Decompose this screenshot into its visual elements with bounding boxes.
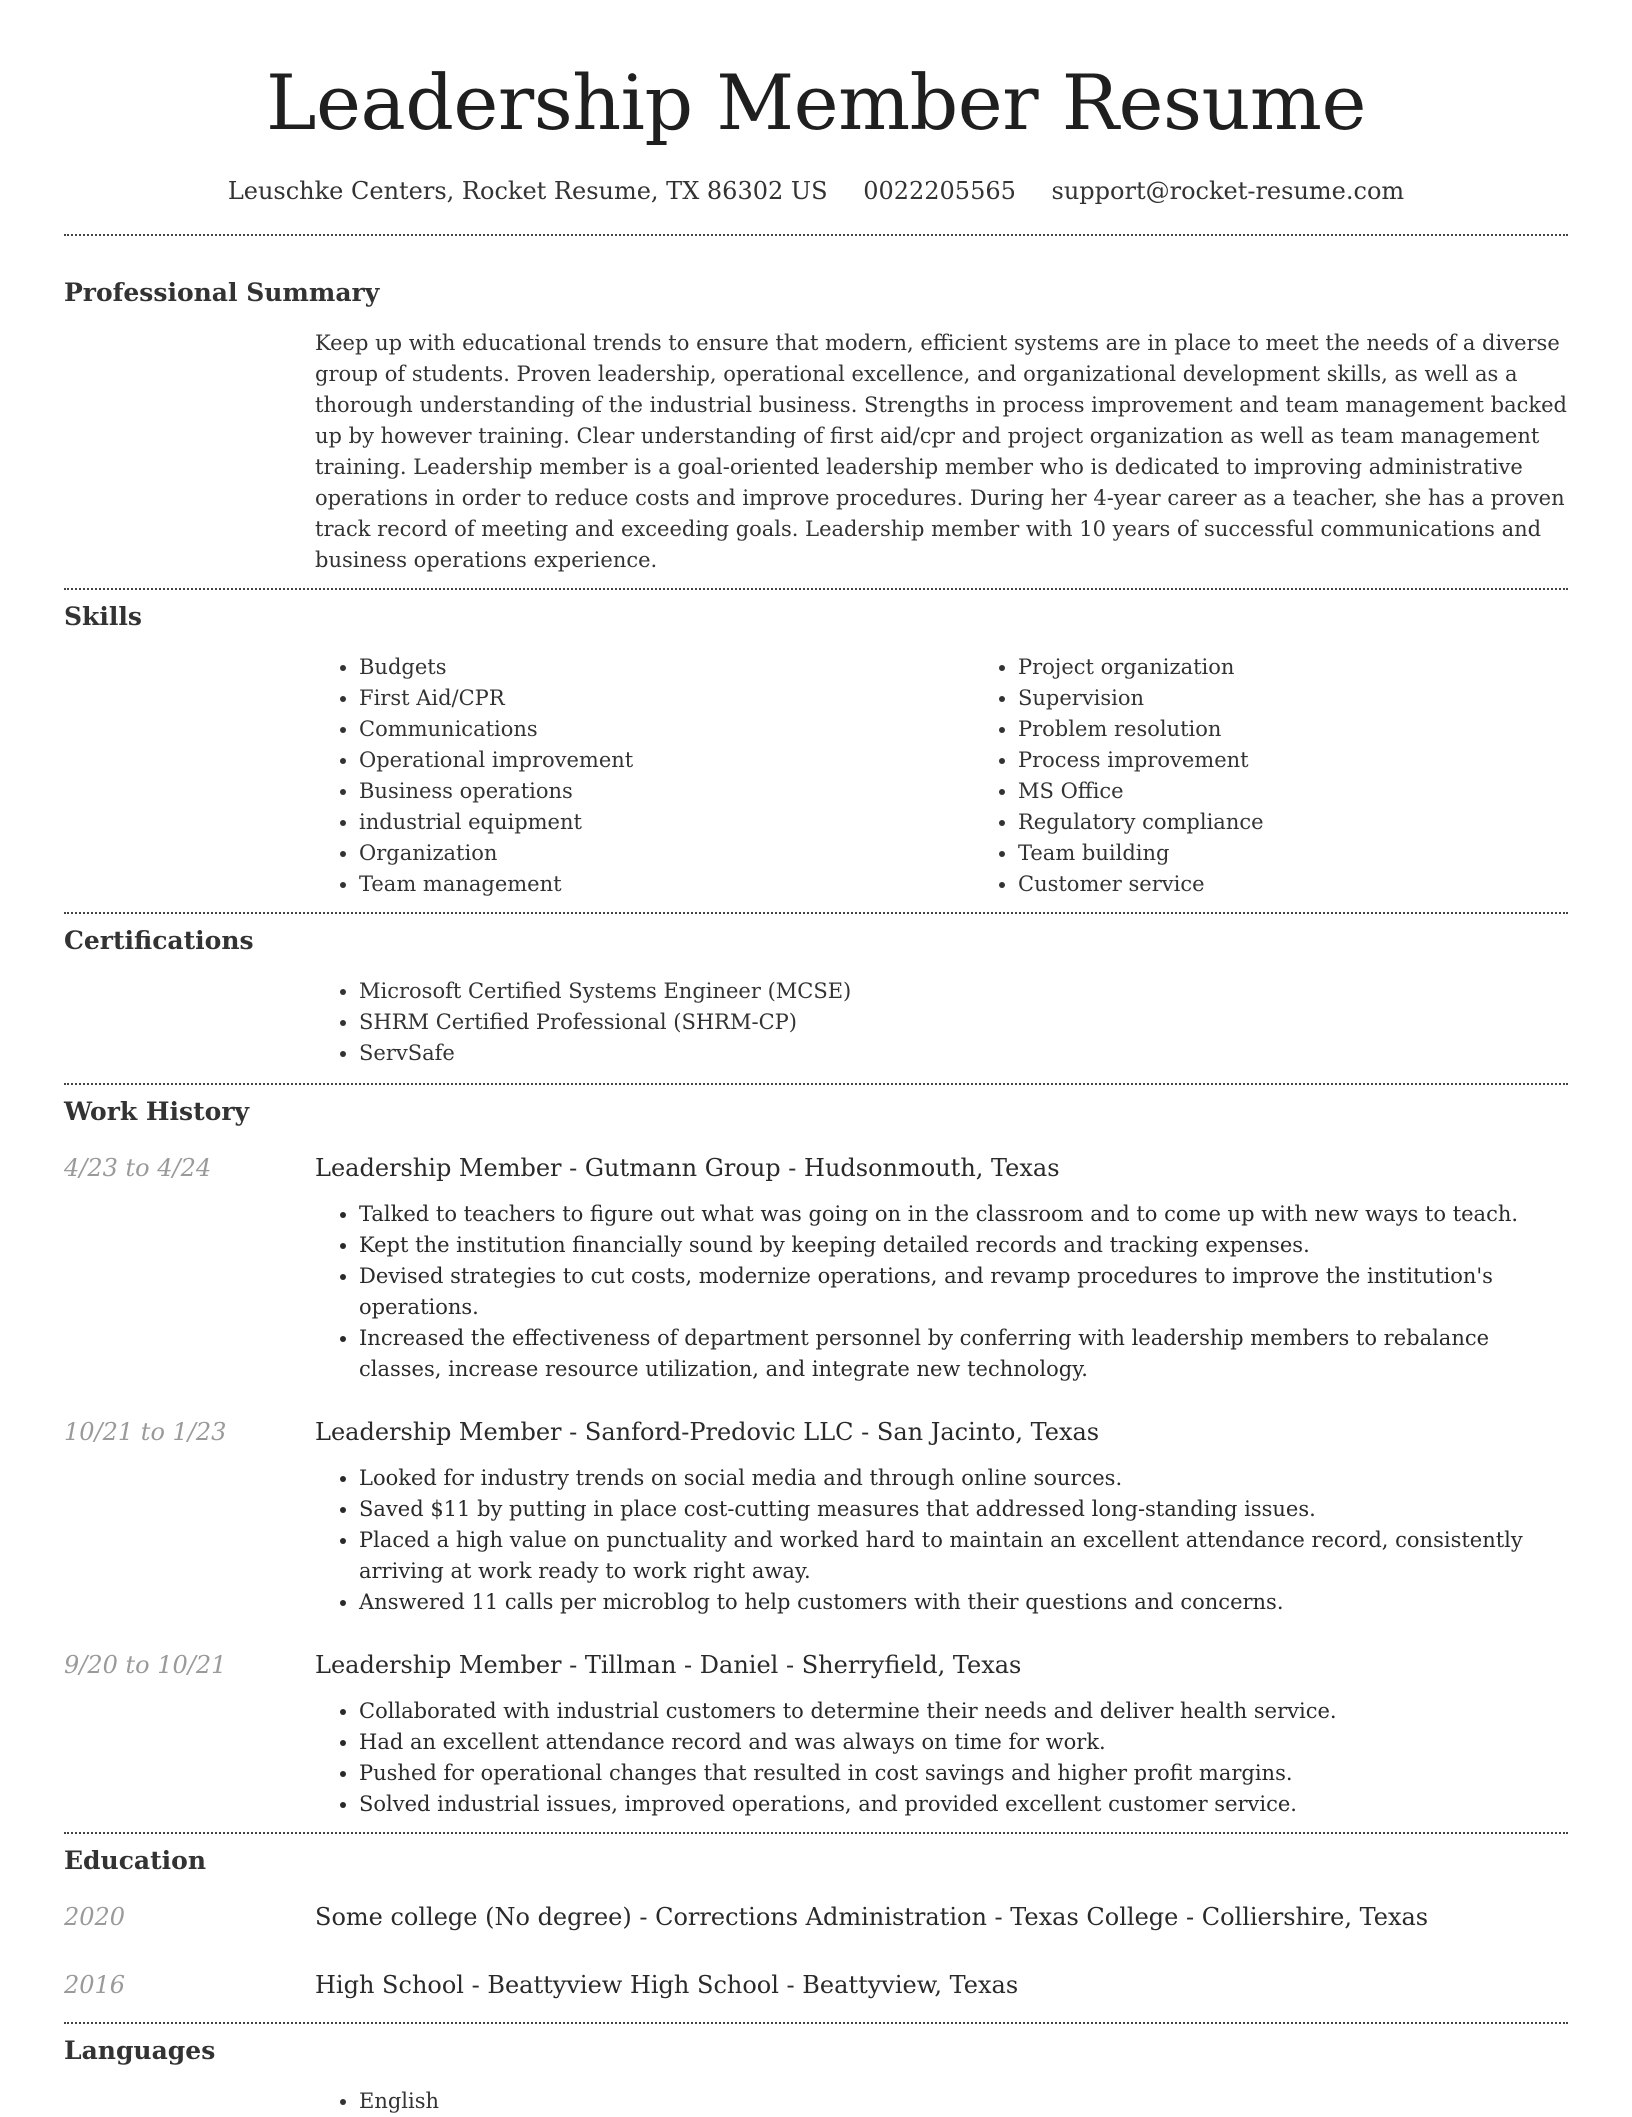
- job-date: 9/20 to 10/21: [64, 1651, 227, 1679]
- job-heading: Leadership Member - Gutmann Group - Hudsonmouth, Texas: [315, 1154, 1060, 1182]
- contact-phone: 0022205565: [863, 177, 1016, 205]
- skill-item: • MS Office: [1018, 776, 1632, 807]
- job-bullets: [315, 1463, 1568, 1618]
- section-title-skills: Skills: [64, 602, 142, 631]
- resume-title: Leadership Member Resume: [266, 58, 1366, 147]
- skill-item: • Organization: [359, 838, 974, 869]
- job-bullet: • Saved $11 by putting in place cost-cutting measures that addressed long-standing issues.: [359, 1494, 1568, 1525]
- section-title-education: Education: [64, 1846, 207, 1875]
- work-history-section: [64, 1085, 1568, 1820]
- job-bullet: • Kept the institution financially sound by keeping detailed records and tracking expenses.: [359, 1230, 1568, 1261]
- skill-item: • Team building: [1018, 838, 1632, 869]
- skill-item: • Team management: [359, 869, 974, 900]
- skill-item: • Budgets: [359, 652, 974, 683]
- certifications-list: [315, 976, 1568, 1069]
- skills-list-left: [315, 652, 974, 900]
- job-bullet: • Solved industrial issues, improved operations, and provided excellent customer service.: [359, 1789, 1568, 1820]
- summary-text: Keep up with educational trends to ensure that modern, efficient systems are in place to meet the needs of a diverse group of students. Proven leadership, operational excellence, and organizational development skills, as well as a thorough understanding of the industrial business. Strengths in process improvement and team management backed up by however training. Clear understanding of first aid/cpr and project organization as well as team management training. Leadership member is a goal-oriented leadership member who is dedicated to improving administrative operations in order to reduce costs and improve procedures. During her 4-year career as a teacher, she has a proven track record of meeting and exceeding goals. Leadership member with 10 years of successful communications and business operations experience.: [315, 331, 1567, 572]
- job-bullet: • Pushed for operational changes that resulted in cost savings and higher profit margins.: [359, 1758, 1568, 1789]
- skill-item: • Communications: [359, 714, 974, 745]
- job-heading: Leadership Member - Sanford-Predovic LLC - San Jacinto, Texas: [315, 1418, 1100, 1446]
- section-title-certifications: Certifications: [64, 926, 254, 955]
- job-bullet: • Looked for industry trends on social media and through online sources.: [359, 1463, 1568, 1494]
- education-year: 2016: [64, 1971, 126, 1999]
- education-text: High School - Beattyview High School - Beattyview, Texas: [315, 1971, 1019, 1999]
- section-title-work-history: Work History: [64, 1097, 250, 1126]
- languages-section: [64, 2024, 1568, 2117]
- language-item: • English: [359, 2086, 1568, 2117]
- languages-list: [315, 2086, 1568, 2117]
- certification-item: • ServSafe: [359, 1038, 1568, 1069]
- skill-item: • Problem resolution: [1018, 714, 1632, 745]
- certification-item: • Microsoft Certified Systems Engineer (MCSE): [359, 976, 1568, 1007]
- job-heading: Leadership Member - Tillman - Daniel - Sherryfield, Texas: [315, 1651, 1022, 1679]
- job-date: 10/21 to 1/23: [64, 1418, 227, 1446]
- job-bullets: [315, 1199, 1568, 1385]
- skills-section: [64, 590, 1568, 900]
- summary-section: [64, 236, 1568, 576]
- job-entry: [64, 1648, 1568, 1820]
- section-title-summary: Professional Summary: [64, 278, 380, 307]
- job-bullet: • Talked to teachers to figure out what was going on in the classroom and to come up with new ways to teach.: [359, 1199, 1568, 1230]
- education-entry: [64, 1968, 1568, 2002]
- job-bullet: • Placed a high value on punctuality and worked hard to maintain an excellent attendance record, consistently arriving at work ready to work right away.: [359, 1525, 1568, 1587]
- job-bullets: [315, 1696, 1568, 1820]
- job-bullet: • Devised strategies to cut costs, modernize operations, and revamp procedures to improve the institution's operations.: [359, 1261, 1568, 1323]
- contact-line: [64, 174, 1568, 208]
- skill-item: • Regulatory compliance: [1018, 807, 1632, 838]
- certifications-section: [64, 914, 1568, 1069]
- education-text: Some college (No degree) - Corrections Administration - Texas College - Colliershire, Texas: [315, 1903, 1429, 1931]
- skill-item: • Supervision: [1018, 683, 1632, 714]
- job-bullet: • Had an excellent attendance record and was always on time for work.: [359, 1727, 1568, 1758]
- section-title-languages: Languages: [64, 2036, 216, 2065]
- skill-item: • industrial equipment: [359, 807, 974, 838]
- skill-item: • Business operations: [359, 776, 974, 807]
- job-bullet: • Answered 11 calls per microblog to help customers with their questions and concerns.: [359, 1587, 1568, 1618]
- job-bullet: • Collaborated with industrial customers to determine their needs and deliver health service.: [359, 1696, 1568, 1727]
- skill-item: • Process improvement: [1018, 745, 1632, 776]
- skill-item: • Customer service: [1018, 869, 1632, 900]
- contact-address: Leuschke Centers, Rocket Resume, TX 86302 US: [227, 177, 828, 205]
- skills-list-right: [974, 652, 1632, 900]
- education-section: [64, 1834, 1568, 2002]
- job-date: 4/23 to 4/24: [64, 1154, 212, 1182]
- skill-item: • First Aid/CPR: [359, 683, 974, 714]
- job-bullet: • Increased the effectiveness of department personnel by conferring with leadership members to rebalance classes, increase resource utilization, and integrate new technology.: [359, 1323, 1568, 1385]
- job-entry: [64, 1415, 1568, 1618]
- job-entry: [64, 1151, 1568, 1385]
- skill-item: • Operational improvement: [359, 745, 974, 776]
- skill-item: • Project organization: [1018, 652, 1632, 683]
- education-year: 2020: [64, 1903, 126, 1931]
- education-entry: [64, 1900, 1568, 1934]
- certification-item: • SHRM Certified Professional (SHRM-CP): [359, 1007, 1568, 1038]
- contact-email: support@rocket-resume.com: [1051, 177, 1405, 205]
